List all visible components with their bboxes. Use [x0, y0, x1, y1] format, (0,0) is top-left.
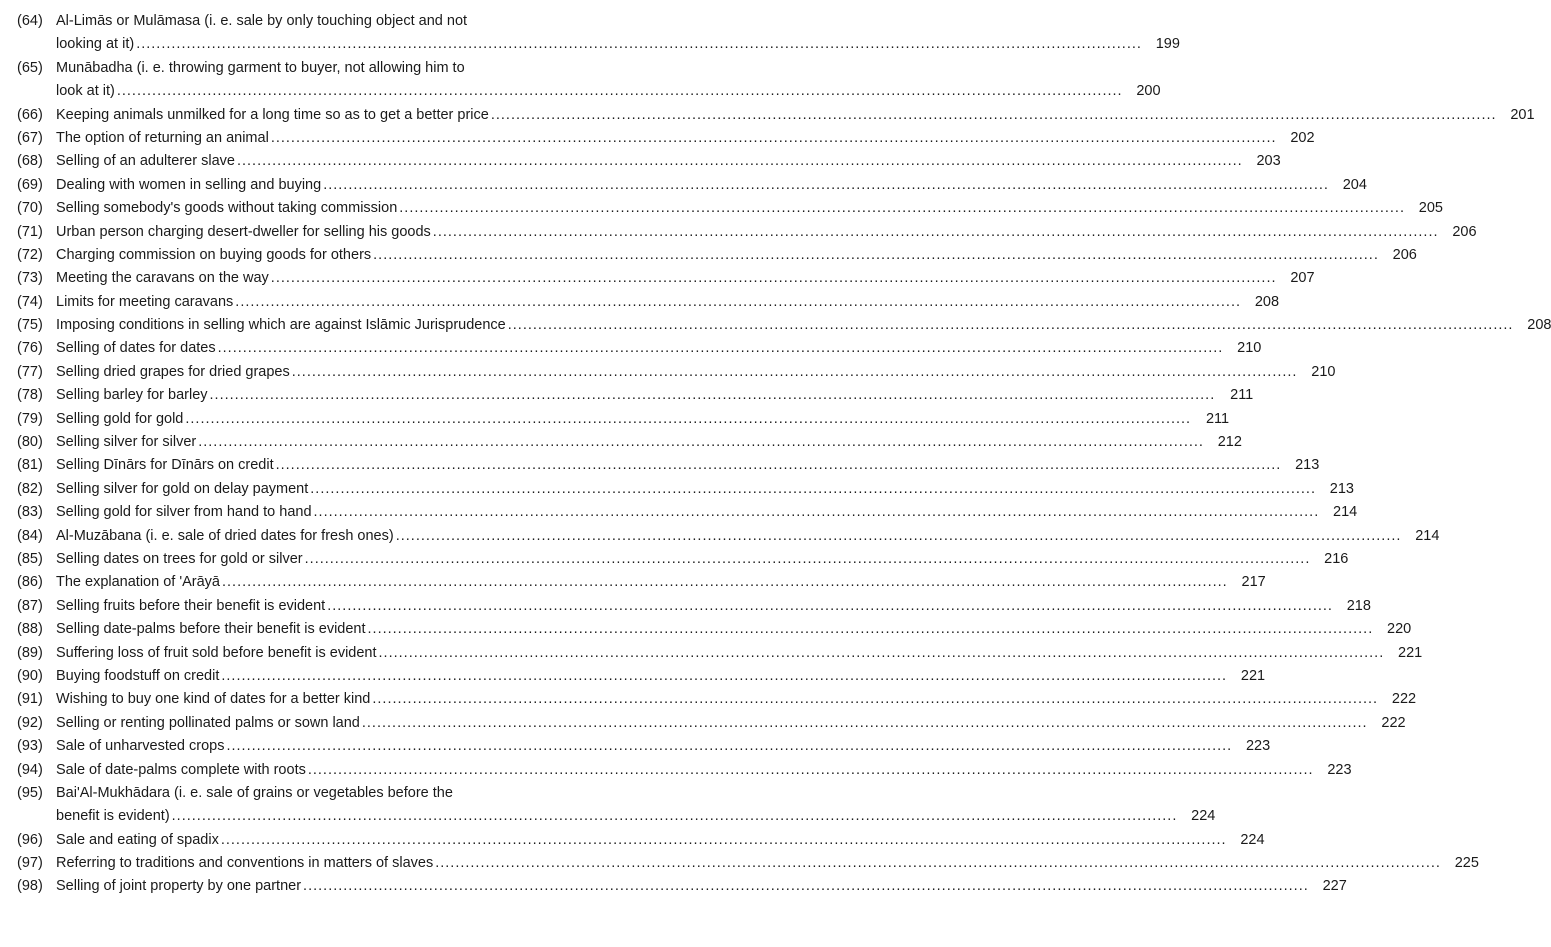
- dot-leader: ........................................................................................................................................................................................................: [116, 83, 1123, 100]
- toc-entry-page: 204: [1342, 176, 1367, 193]
- dot-leader: ........................................................................................................................................................................................................: [373, 246, 1379, 263]
- toc-entry-line: [0, 548, 1349, 571]
- dot-leader: ........................................................................................................................................................................................................: [313, 504, 1320, 521]
- toc-entry: [0, 618, 1412, 641]
- toc-entry-title: Selling somebody's goods without taking commission: [56, 200, 398, 217]
- toc-entry-page: 210: [1311, 363, 1336, 380]
- toc-entry-page: 212: [1217, 434, 1242, 451]
- toc-entry-page: 203: [1256, 153, 1281, 170]
- toc-entry-number: (87): [17, 597, 43, 614]
- toc-entry-line: [0, 337, 1262, 360]
- toc-entry: [0, 10, 1180, 57]
- toc-entry-line: [0, 595, 1371, 618]
- toc-entry-line: [0, 618, 1412, 641]
- toc-entry-title: Selling dried grapes for dried grapes: [56, 363, 290, 380]
- dot-leader: ........................................................................................................................................................................................................: [221, 574, 1228, 591]
- toc-entry-page: 220: [1387, 621, 1412, 638]
- toc-entry-line: [0, 174, 1367, 197]
- toc-entry-page: 217: [1241, 574, 1266, 591]
- toc-entry: [0, 712, 1406, 735]
- toc-entry-number: (67): [17, 129, 43, 146]
- toc-entry-page: 211: [1205, 410, 1230, 427]
- dot-leader: ........................................................................................................................................................................................................: [217, 340, 1224, 357]
- toc-entry-line: [0, 33, 1180, 56]
- toc-entry-title: Imposing conditions in selling which are against Islāmic Jurisprudence: [56, 317, 506, 334]
- toc-entry-page: 214: [1415, 527, 1440, 544]
- toc-entry: [0, 197, 1443, 220]
- toc-entry: [0, 548, 1349, 571]
- toc-entry-title: Selling of an adulterer slave: [56, 153, 235, 170]
- toc-entry-number: (91): [17, 691, 43, 708]
- toc-entry: [0, 361, 1336, 384]
- toc-entry-number: (89): [17, 644, 43, 661]
- toc-entry-page: 222: [1391, 691, 1417, 708]
- toc-entry-line: [0, 759, 1352, 782]
- toc-entry-title: Selling silver for gold on delay payment: [56, 480, 309, 497]
- dot-leader: ........................................................................................................................................................................................................: [378, 644, 1385, 661]
- toc-entry-line: [0, 478, 1354, 501]
- toc-entry-number: (98): [17, 878, 43, 895]
- toc-entry-line: [0, 782, 600, 805]
- toc-entry-line: [0, 80, 1161, 103]
- toc-entry-line: [0, 571, 1266, 594]
- toc-entry-line: [0, 875, 1347, 898]
- toc-entry-page: 199: [1155, 36, 1180, 53]
- dot-leader: ........................................................................................................................................................................................................: [323, 176, 1329, 193]
- dot-leader: ........................................................................................................................................................................................................: [361, 714, 1368, 731]
- toc-entry-number: (95): [17, 784, 43, 801]
- toc-entry-title: Selling or renting pollinated palms or sown land: [56, 714, 360, 731]
- toc-entry-number: (93): [17, 738, 43, 755]
- toc-entry-line: [0, 267, 1315, 290]
- toc-entry-line: [0, 454, 1320, 477]
- toc-entry-title: looking at it): [56, 36, 135, 53]
- toc-entry-line: [0, 150, 1281, 173]
- toc-entry-page: 223: [1327, 761, 1352, 778]
- toc-entry-number: (72): [17, 246, 43, 263]
- toc-entry-line: [0, 221, 1477, 244]
- toc-entry-page: 205: [1418, 200, 1443, 217]
- toc-entry-page: 216: [1324, 550, 1349, 567]
- toc-entry-page: 206: [1452, 223, 1477, 240]
- toc-entry-number: (85): [17, 550, 43, 567]
- toc-entry-title: Selling of joint property by one partner: [56, 878, 302, 895]
- toc-entry-number: (81): [17, 457, 43, 474]
- toc-entry: [0, 408, 1230, 431]
- toc-entry-title: Sale of unharvested crops: [56, 738, 225, 755]
- toc-entry-title: Selling silver for silver: [56, 434, 197, 451]
- dot-leader: ........................................................................................................................................................................................................: [303, 878, 1309, 895]
- toc-entry: [0, 150, 1281, 173]
- toc-entry-page: 201: [1510, 106, 1535, 123]
- toc-entry-page: 227: [1322, 878, 1347, 895]
- toc-entry-number: (76): [17, 340, 43, 357]
- toc-entry-page: 222: [1381, 714, 1406, 731]
- toc-entry: [0, 221, 1477, 244]
- toc-entry-number: (96): [17, 831, 43, 848]
- toc-entry-line: [0, 642, 1423, 665]
- toc-entry-number: (86): [17, 574, 43, 591]
- toc-entry-title: Charging commission on buying goods for others: [56, 246, 372, 263]
- toc-entry-page: 206: [1392, 246, 1417, 263]
- toc-entry: [0, 337, 1262, 360]
- toc-entry-page: 207: [1290, 270, 1315, 287]
- toc-entry: [0, 829, 1265, 852]
- dot-leader: ........................................................................................................................................................................................................: [226, 738, 1233, 755]
- toc-entry-number: (71): [17, 223, 43, 240]
- toc-entry-line: [0, 431, 1242, 454]
- toc-entry-title: benefit is evident): [56, 808, 170, 825]
- dot-leader: ........................................................................................................................................................................................................: [399, 200, 1405, 217]
- toc-entry-number: (65): [17, 59, 43, 76]
- dot-leader: ........................................................................................................................................................................................................: [220, 831, 1227, 848]
- toc-entry-title: Selling gold for gold: [56, 410, 184, 427]
- toc-entry-title: Selling dates on trees for gold or silver: [56, 550, 303, 567]
- toc-entry-page: 213: [1295, 457, 1320, 474]
- dot-leader: ........................................................................................................................................................................................................: [136, 36, 1142, 53]
- toc-entry-title: Al-Limās or Mulāmasa (i. e. sale by only touching object and not: [56, 13, 468, 29]
- toc-entry-title: Referring to traditions and conventions in matters of slaves: [56, 855, 434, 872]
- dot-leader: ........................................................................................................................................................................................................: [395, 527, 1402, 544]
- dot-leader: ........................................................................................................................................................................................................: [198, 434, 1204, 451]
- toc-entry-title: Limits for meeting caravans: [56, 293, 234, 310]
- toc-entry-number: (88): [17, 621, 43, 638]
- toc-entry-page: 218: [1346, 597, 1371, 614]
- toc-entry-title: Dealing with women in selling and buying: [56, 176, 322, 193]
- toc-entry-title: Al-Muzābana (i. e. sale of dried dates for fresh ones): [56, 527, 394, 544]
- toc-entry: [0, 244, 1417, 267]
- toc-entry-title: Sale and eating of spadix: [56, 831, 219, 848]
- dot-leader: ........................................................................................................................................................................................................: [304, 550, 1311, 567]
- dot-leader: ........................................................................................................................................................................................................: [310, 480, 1316, 497]
- toc-entry-number: (69): [17, 176, 43, 193]
- toc-entry-title: Urban person charging desert-dweller for selling his goods: [56, 223, 431, 240]
- toc-entry-title: The explanation of 'Arāyā: [56, 574, 220, 591]
- dot-leader: ........................................................................................................................................................................................................: [372, 691, 1379, 708]
- toc-entry-page: 213: [1329, 480, 1354, 497]
- toc-entry-page: 208: [1527, 317, 1551, 334]
- toc-entry: [0, 478, 1354, 501]
- toc-entry-line: [0, 408, 1230, 431]
- toc-entry-title: The option of returning an animal: [56, 129, 269, 146]
- toc-entry-page: 221: [1240, 667, 1266, 684]
- toc-entry-number: (66): [17, 106, 43, 123]
- toc-entry-title: Munābadha (i. e. throwing garment to buyer, not allowing him to: [56, 59, 465, 76]
- toc-entry-title: Suffering loss of fruit sold before benefit is evident: [56, 644, 377, 661]
- toc-entry-title: Meeting the caravans on the way: [56, 270, 269, 287]
- dot-leader: ........................................................................................................................................................................................................: [291, 363, 1298, 380]
- toc-entry-line: [0, 501, 1358, 524]
- toc-entry-title: Selling date-palms before their benefit is evident: [56, 621, 366, 638]
- toc-entry-number: (82): [17, 480, 43, 497]
- dot-leader: ........................................................................................................................................................................................................: [367, 621, 1374, 638]
- toc-entry-title: Sale of date-palms complete with roots: [56, 761, 306, 778]
- toc-entry-number: (64): [17, 13, 43, 29]
- toc-entry: [0, 759, 1352, 782]
- toc-entry: [0, 571, 1266, 594]
- toc-entry: [0, 595, 1371, 618]
- toc-entry-line: [0, 384, 1254, 407]
- toc-entry-number: (79): [17, 410, 43, 427]
- toc-entry-number: (83): [17, 504, 43, 521]
- toc-entry-line: [0, 291, 1280, 314]
- toc-entry-number: (78): [17, 387, 43, 404]
- dot-leader: ........................................................................................................................................................................................................: [275, 457, 1282, 474]
- toc-entry: [0, 501, 1358, 524]
- toc-entry: [0, 291, 1280, 314]
- toc-entry-line: [0, 829, 1265, 852]
- toc-entry: [0, 104, 1535, 127]
- toc-entry-line: [0, 197, 1443, 220]
- dot-leader: ........................................................................................................................................................................................................: [270, 270, 1277, 287]
- toc-entry-page: 221: [1398, 644, 1423, 661]
- toc-entry: [0, 384, 1254, 407]
- toc-entry-number: (84): [17, 527, 43, 544]
- toc-entry-line: [0, 852, 1479, 875]
- dot-leader: ........................................................................................................................................................................................................: [171, 808, 1178, 825]
- toc-entry-number: (68): [17, 153, 43, 170]
- toc-entry-page: 224: [1191, 808, 1216, 825]
- toc-entry-line: [0, 688, 1417, 711]
- toc-entry: [0, 852, 1479, 875]
- toc-entry-line: [0, 314, 1551, 337]
- toc-entry-line: [0, 805, 1216, 828]
- dot-leader: ........................................................................................................................................................................................................: [307, 761, 1314, 778]
- toc-entry-page: 210: [1237, 340, 1262, 357]
- toc-entry-title: look at it): [56, 83, 115, 100]
- toc-entry-number: (90): [17, 667, 43, 684]
- dot-leader: ........................................................................................................................................................................................................: [435, 855, 1441, 872]
- toc-entry: [0, 267, 1315, 290]
- toc-entry-page: 225: [1454, 855, 1479, 872]
- dot-leader: ........................................................................................................................................................................................................: [221, 667, 1228, 684]
- dot-leader: ........................................................................................................................................................................................................: [432, 223, 1439, 240]
- toc-entry: [0, 642, 1423, 665]
- toc-entry: [0, 875, 1347, 898]
- toc-entry: [0, 454, 1320, 477]
- dot-leader: ........................................................................................................................................................................................................: [507, 317, 1514, 334]
- toc-entry-line: [0, 735, 1271, 758]
- toc-entry: [0, 688, 1417, 711]
- toc-entry-page: 214: [1333, 504, 1358, 521]
- toc-entry-line: [0, 244, 1417, 267]
- toc-entry: [0, 174, 1367, 197]
- dot-leader: ........................................................................................................................................................................................................: [209, 387, 1216, 404]
- toc-entry-page: 208: [1254, 293, 1280, 310]
- toc-entry-page: 224: [1240, 831, 1265, 848]
- toc-entry-line: [0, 57, 600, 80]
- toc-entry-line: [0, 525, 1440, 548]
- dot-leader: ........................................................................................................................................................................................................: [185, 410, 1192, 427]
- toc-entry: [0, 782, 1216, 829]
- toc-entry-page: 202: [1290, 129, 1315, 146]
- toc-entry-number: (77): [17, 363, 43, 380]
- toc-entry-page: 211: [1230, 387, 1254, 404]
- toc-entry: [0, 431, 1242, 454]
- dot-leader: ........................................................................................................................................................................................................: [327, 597, 1333, 614]
- toc-entry-line: [0, 361, 1336, 384]
- toc-entry-page: 223: [1245, 738, 1271, 755]
- toc-entry-number: (92): [17, 714, 43, 731]
- toc-entry-title: Keeping animals unmilked for a long time so as to get a better price: [56, 106, 489, 123]
- toc-entry-page: 200: [1136, 83, 1161, 100]
- toc-entry-line: [0, 712, 1406, 735]
- toc-entry-number: (80): [17, 434, 43, 451]
- toc-entry-number: (70): [17, 200, 43, 217]
- toc-entry-title: Buying foodstuff on credit: [56, 667, 220, 684]
- toc-entry-number: (73): [17, 270, 43, 287]
- toc-entry-line: [0, 104, 1535, 127]
- toc-entry: [0, 57, 1161, 104]
- toc-entry-title: Selling barley for barley: [56, 387, 208, 404]
- toc-entry-line: [0, 665, 1266, 688]
- toc-entry-title: Selling gold for silver from hand to hand: [56, 504, 312, 521]
- dot-leader: ........................................................................................................................................................................................................: [235, 293, 1242, 310]
- toc-entry-title: Selling Dīnārs for Dīnārs on credit: [56, 457, 274, 474]
- toc-entry-number: (94): [17, 761, 43, 778]
- toc-entry-number: (74): [17, 293, 43, 310]
- toc-entry-title: Wishing to buy one kind of dates for a better kind: [56, 691, 371, 708]
- toc-entry-line: [0, 127, 1315, 150]
- toc-entry: [0, 314, 1551, 337]
- toc-entry-title: Bai'Al-Mukhādara (i. e. sale of grains or vegetables before the: [56, 784, 453, 801]
- toc-entry-number: (75): [17, 317, 43, 334]
- dot-leader: ........................................................................................................................................................................................................: [490, 106, 1497, 123]
- dot-leader: ........................................................................................................................................................................................................: [270, 129, 1277, 146]
- toc-entry-line: [0, 10, 600, 33]
- toc-entry: [0, 127, 1315, 150]
- toc-entry: [0, 525, 1440, 548]
- toc-entry: [0, 735, 1271, 758]
- toc-entry-title: Selling of dates for dates: [56, 340, 216, 357]
- toc-entry: [0, 665, 1266, 688]
- toc-entry-number: (97): [17, 855, 43, 872]
- toc-entry-title: Selling fruits before their benefit is evident: [56, 597, 326, 614]
- dot-leader: ........................................................................................................................................................................................................: [236, 153, 1243, 170]
